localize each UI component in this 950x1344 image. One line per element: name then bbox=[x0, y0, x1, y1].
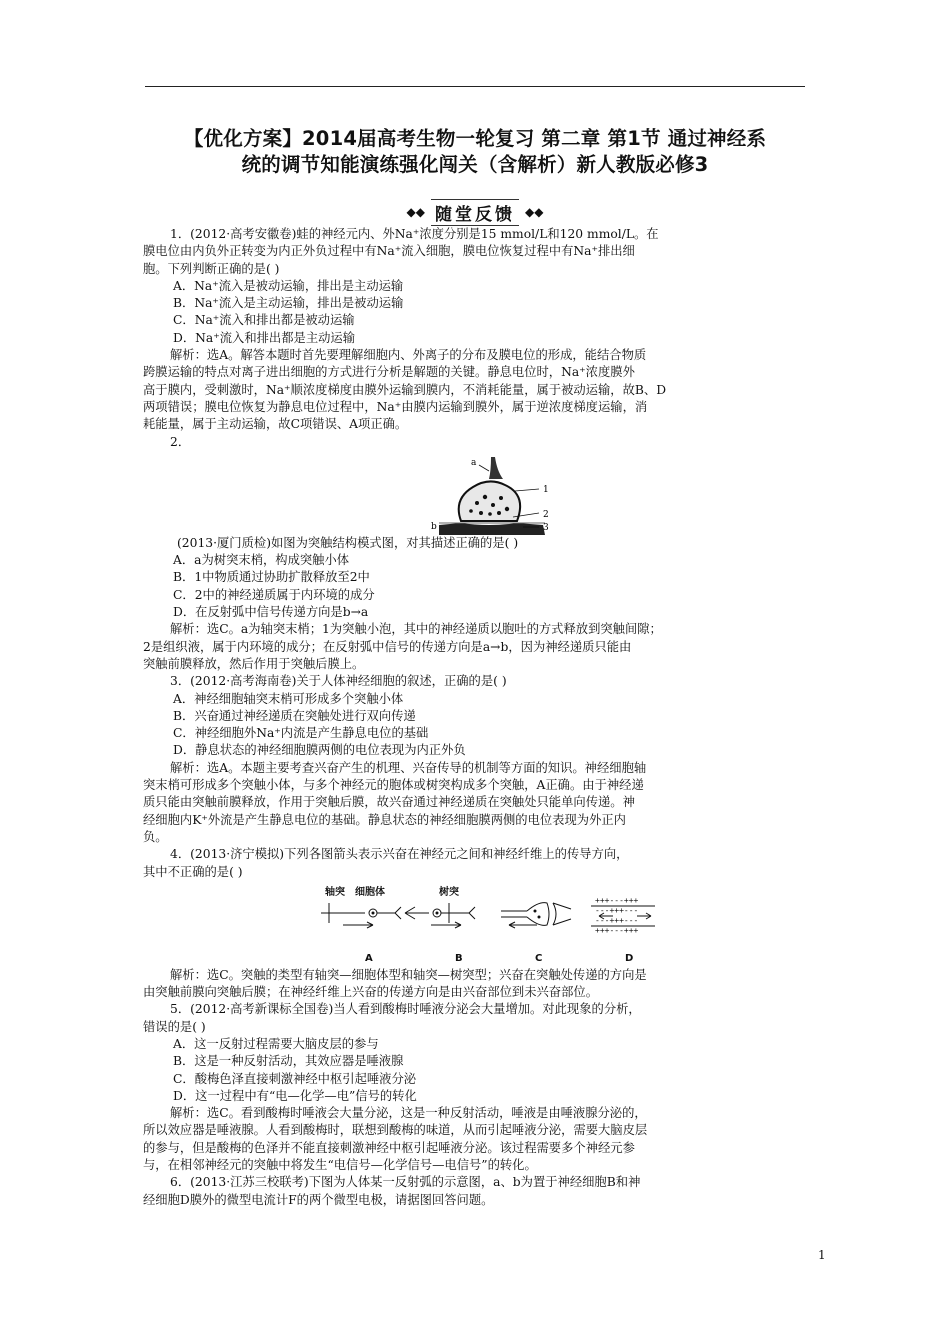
label-a: a bbox=[471, 457, 477, 468]
q3-stem: 3．(2012·高考海南卷)关于人体神经细胞的叙述，正确的是( ) bbox=[170, 674, 507, 689]
q3-analysis-line: 质只能由突触前膜释放，作用于突触后膜，故兴奋通过神经递质在突触处只能单向传递。神 bbox=[143, 795, 635, 810]
label-minus-row-top: ---+++--- bbox=[595, 905, 639, 915]
diamond-left-icon: ◆◆ bbox=[406, 205, 425, 219]
q1-analysis-line: 高于膜内，受刺激时，Na⁺顺浓度梯度由膜外运输到膜内，不消耗能量，属于被动运输，故B、D bbox=[143, 382, 667, 397]
q2-option-c: C．2中的神经递质属于内环境的成分 bbox=[173, 587, 375, 602]
section-banner bbox=[372, 200, 578, 224]
q3-analysis-line: 突末梢可形成多个突触小体，与多个神经元的胞体或树突构成多个突触，A正确。由于神经递 bbox=[143, 778, 644, 793]
label-option-b: B bbox=[455, 952, 463, 964]
q2-analysis-line: 解析：选C。a为轴突末梢；1为突触小泡，其中的神经递质以胞吐的方式释放到突触间隙； bbox=[170, 622, 662, 637]
label-3: 3 bbox=[543, 522, 549, 533]
q1-stem-line: 胞。下列判断正确的是( ) bbox=[143, 261, 280, 276]
label-option-a: A bbox=[365, 952, 373, 964]
synapse-figure bbox=[143, 451, 809, 535]
q1-option-c: C．Na⁺流入和排出都是被动运输 bbox=[173, 313, 355, 328]
label-1: 1 bbox=[543, 484, 549, 495]
q3-option-a: A．神经细胞轴突末梢可形成多个突触小体 bbox=[173, 691, 404, 706]
title-line-2: 统的调节知能演练强化闯关（含解析）新人教版必修3 bbox=[241, 153, 709, 176]
q2-option-b: B．1中物质通过协助扩散释放至2中 bbox=[173, 570, 370, 585]
q3-analysis-line: 经细胞内K⁺外流是产生静息电位的基础。静息状态的神经细胞膜两侧的电位表现为外正内 bbox=[143, 812, 626, 827]
q1-analysis-line: 跨膜运输的特点对离子进出细胞的方式进行分析是解题的关键。静息电位时，Na⁺浓度膜外 bbox=[143, 365, 635, 380]
label-minus-row-bottom: ---+++--- bbox=[595, 915, 639, 925]
q1-stem-line: 1．(2012·高考安徽卷)蛙的神经元内、外Na⁺浓度分别是15 mmol/L和120 mmol/L。在 bbox=[170, 227, 659, 241]
q6-stem-line: 6．(2013·江苏三校联考)下图为人体某一反射弧的示意图，a、b为置于神经细胞B和神 bbox=[170, 1175, 641, 1190]
q3-option-c: C．神经细胞外Na⁺内流是产生静息电位的基础 bbox=[173, 726, 429, 741]
header-rule bbox=[145, 86, 805, 87]
q5-analysis-line: 解析：选C。看到酸梅时唾液会大量分泌，这是一种反射活动，唾液是由唾液腺分泌的， bbox=[170, 1106, 647, 1121]
q4-analysis-line: 解析：选C。突触的类型有轴突—细胞体型和轴突—树突型；兴奋在突触处传递的方向是 bbox=[170, 967, 647, 982]
title-line-1: 【优化方案】2014届高考生物一轮复习 第二章 第1节 通过神经系 bbox=[183, 127, 767, 150]
q1-option-b: B．Na⁺流入是主动运输，排出是被动运输 bbox=[173, 296, 404, 311]
q2-stem: (2013·厦门质检)如图为突触结构模式图，对其描述正确的是( ) bbox=[177, 535, 519, 550]
banner-title: 随堂反馈 bbox=[431, 199, 519, 226]
page-number: 1 bbox=[818, 1248, 826, 1262]
conduction-diagram bbox=[143, 881, 809, 967]
synapse-diagram bbox=[143, 451, 809, 535]
label-soma: 细胞体 bbox=[355, 886, 385, 898]
document-title bbox=[140, 126, 810, 178]
q1-analysis-line: 耗能量，属于主动运输，故C项错误、A项正确。 bbox=[143, 417, 408, 432]
label-2: 2 bbox=[543, 509, 549, 520]
q1-option-d: D．Na⁺流入和排出都是主动运输 bbox=[173, 330, 356, 345]
q6-stem-line: 经细胞D膜外的微型电流计F的两个微型电极，请据图回答问题。 bbox=[143, 1192, 494, 1207]
q3-analysis-line: 解析：选A。本题主要考查兴奋产生的机理、兴奋传导的机制等方面的知识。神经细胞轴 bbox=[170, 760, 647, 775]
conduction-figure bbox=[143, 881, 809, 967]
label-axon: 轴突 bbox=[325, 886, 345, 898]
q1-analysis-line: 解析：选A。解答本题时首先要理解细胞内、外离子的分布及膜电位的形成，能结合物质 bbox=[170, 348, 647, 363]
q2-option-d: D．在反射弧中信号传递方向是b→a bbox=[173, 605, 369, 620]
document-body bbox=[143, 226, 809, 1209]
q3-analysis-line: 负。 bbox=[143, 829, 168, 844]
q5-stem-line: 5．(2012·高考新课标全国卷)当人看到酸梅时唾液分泌会大量增加。对此现象的分析， bbox=[170, 1002, 641, 1017]
q5-option-d: D．这一过程中有“电—化学—电”信号的转化 bbox=[173, 1088, 417, 1103]
q4-stem-line: 4．(2013·济宁模拟)下列各图箭头表示兴奋在神经元之间和神经纤维上的传导方向， bbox=[170, 847, 629, 862]
q5-analysis-line: 所以效应器是唾液腺。人看到酸梅时，联想到酸梅的味道，从而引起唾液分泌，需要大脑皮层 bbox=[143, 1123, 648, 1138]
q1-analysis-line: 两项错误；膜电位恢复为静息电位过程中，Na⁺由膜内运输到膜外，属于逆浓度梯度运输，消 bbox=[143, 399, 648, 414]
q1-stem-line: 膜电位由内负外正转变为内正外负过程中有Na⁺流入细胞，膜电位恢复过程中有Na⁺排出细 bbox=[143, 244, 635, 259]
q3-option-b: B．兴奋通过神经递质在突触处进行双向传递 bbox=[173, 708, 416, 723]
label-plus-row-bottom: +++---+++ bbox=[595, 925, 639, 935]
q2-analysis-line: 2是组织液，属于内环境的成分；在反射弧中信号的传递方向是a→b，因为神经递质只能由 bbox=[143, 639, 632, 654]
q2-option-a: A．a为树突末梢，构成突触小体 bbox=[173, 553, 350, 568]
label-option-c: C bbox=[535, 952, 543, 964]
q4-stem-line: 其中不正确的是( ) bbox=[143, 864, 243, 879]
q2-number: 2． bbox=[170, 434, 191, 449]
label-plus-row-top: +++---+++ bbox=[595, 895, 639, 905]
q1-option-a: A．Na⁺流入是被动运输，排出是主动运输 bbox=[173, 278, 404, 293]
label-b: b bbox=[431, 521, 437, 532]
q5-option-c: C．酸梅色泽直接刺激神经中枢引起唾液分泌 bbox=[173, 1071, 417, 1086]
q5-stem-line: 错误的是( ) bbox=[143, 1019, 206, 1034]
q5-option-b: B．这是一种反射活动，其效应器是唾液腺 bbox=[173, 1054, 404, 1069]
q5-analysis-line: 与，在相邻神经元的突触中将发生“电信号—化学信号—电信号”的转化。 bbox=[143, 1158, 537, 1173]
label-dendrite: 树突 bbox=[439, 886, 459, 898]
q2-analysis-line: 突触前膜释放，然后作用于突触后膜上。 bbox=[143, 656, 365, 671]
label-option-d: D bbox=[625, 952, 634, 964]
q4-analysis-line: 由突触前膜向突触后膜；在神经纤维上兴奋的传递方向是由兴奋部位到未兴奋部位。 bbox=[143, 985, 598, 1000]
diamond-right-icon: ◆◆ bbox=[525, 205, 544, 219]
q5-option-a: A．这一反射过程需要大脑皮层的参与 bbox=[173, 1036, 379, 1051]
q5-analysis-line: 的参与，但是酸梅的色泽并不能直接刺激神经中枢引起唾液分泌。该过程需要多个神经元参 bbox=[143, 1140, 635, 1155]
q3-option-d: D．静息状态的神经细胞膜两侧的电位表现为内正外负 bbox=[173, 743, 466, 758]
